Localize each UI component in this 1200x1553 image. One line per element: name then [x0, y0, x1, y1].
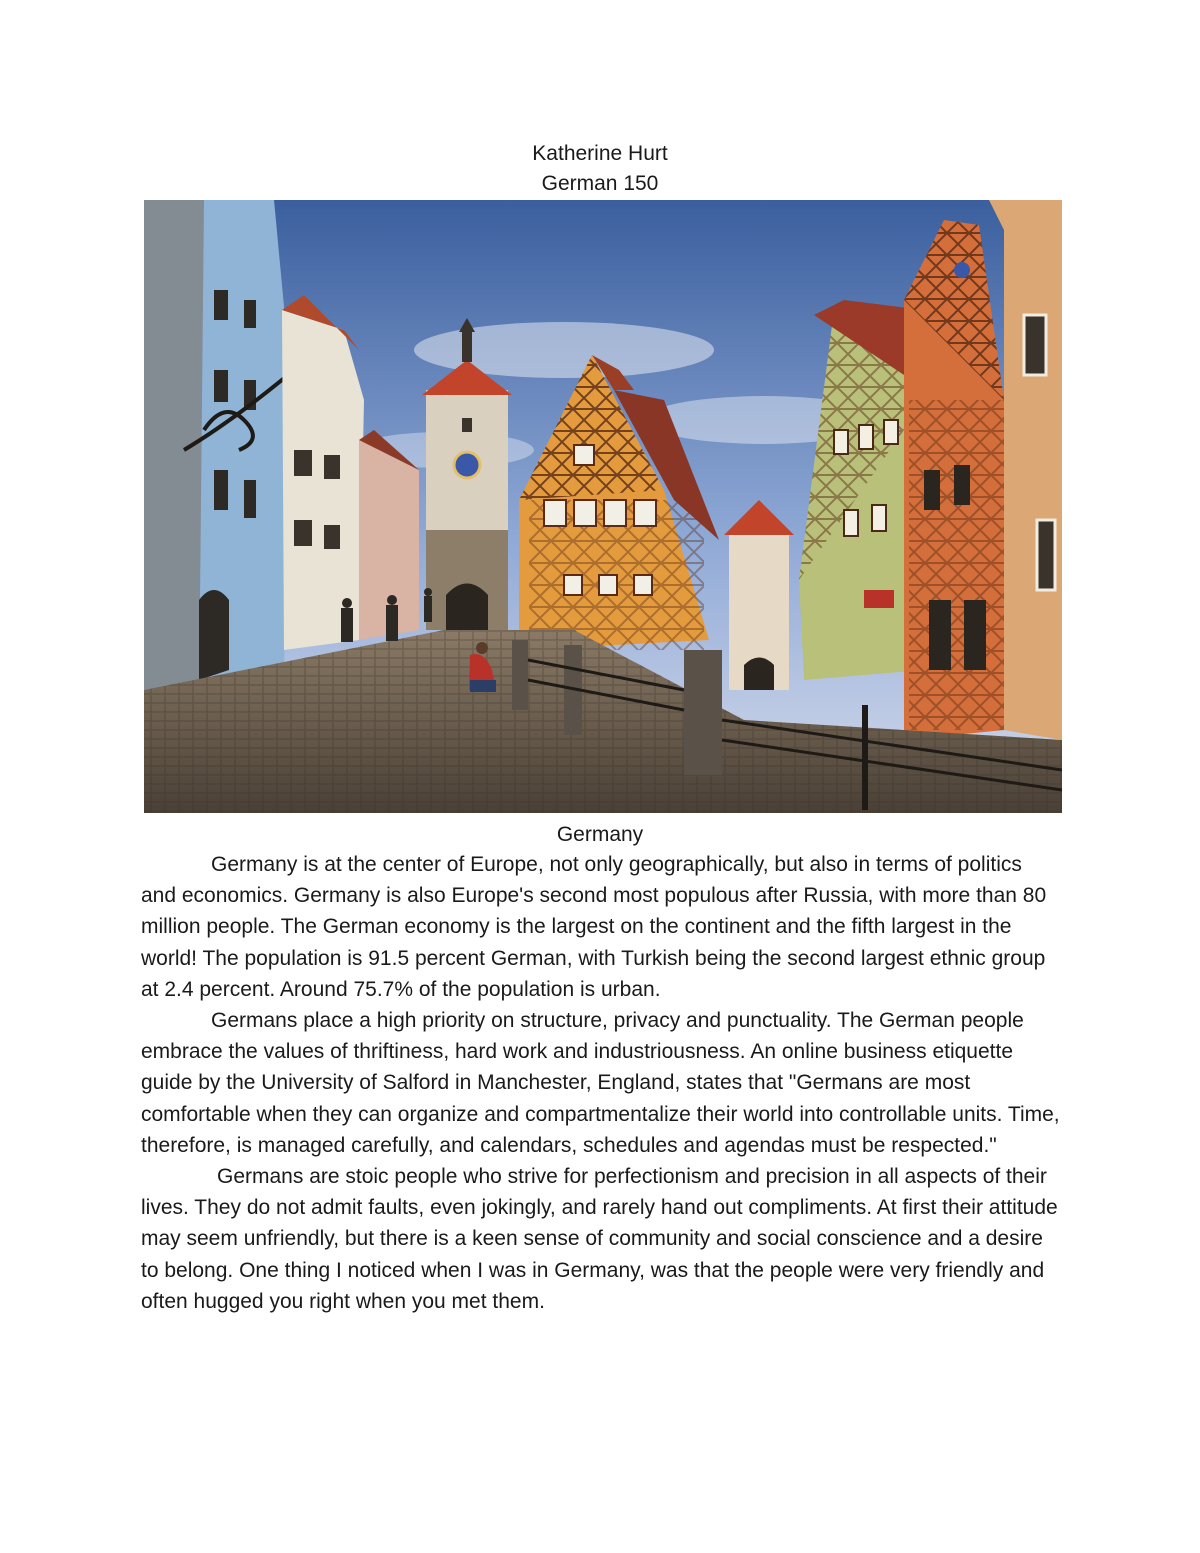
paragraph: Germans are stoic people who strive for perfectionism and precision in all aspects of their lives. They do not admit faults, even jokingly, and rarely hand out compliments. At first their attitude may seem unfriendly, but there is a keen sense of community and social conscience and a desire to belong. One thing I noticed when I was in Germany, was that the people were very friendly and often hugged you right when you met them. — [141, 1165, 1058, 1313]
paragraph: Germans place a high priority on structure, privacy and punctuality. The German people embrace the values of thriftiness, hard work and industriousness. An online business etiquette guide by the University of Salford in Manchester, England, states that "Germans are most comfortable when they can organize and compartmentalize their world into controllable units. Time, therefore, is managed carefully, and calendars, schedules and agendas must be respected." — [141, 1009, 1060, 1157]
photo-caption: Germany — [556, 823, 644, 846]
course-name: German 150 — [541, 172, 659, 195]
town-street-photo — [144, 200, 1062, 813]
paragraph: Germany is at the center of Europe, not only geographically, but also in terms of politics and economics. Germany is also Europe's second most populous after Russia, with more than 80 million people. The German economy is the largest on the continent and the fifth largest in the world! The population is 91.5 percent German, with Turkish being the second largest ethnic group at 2.4 percent. Around 75.7% of the population is urban. — [141, 853, 1047, 1001]
essay-body — [141, 849, 1061, 1317]
author-name: Katherine Hurt — [532, 142, 668, 165]
header — [0, 139, 1200, 199]
